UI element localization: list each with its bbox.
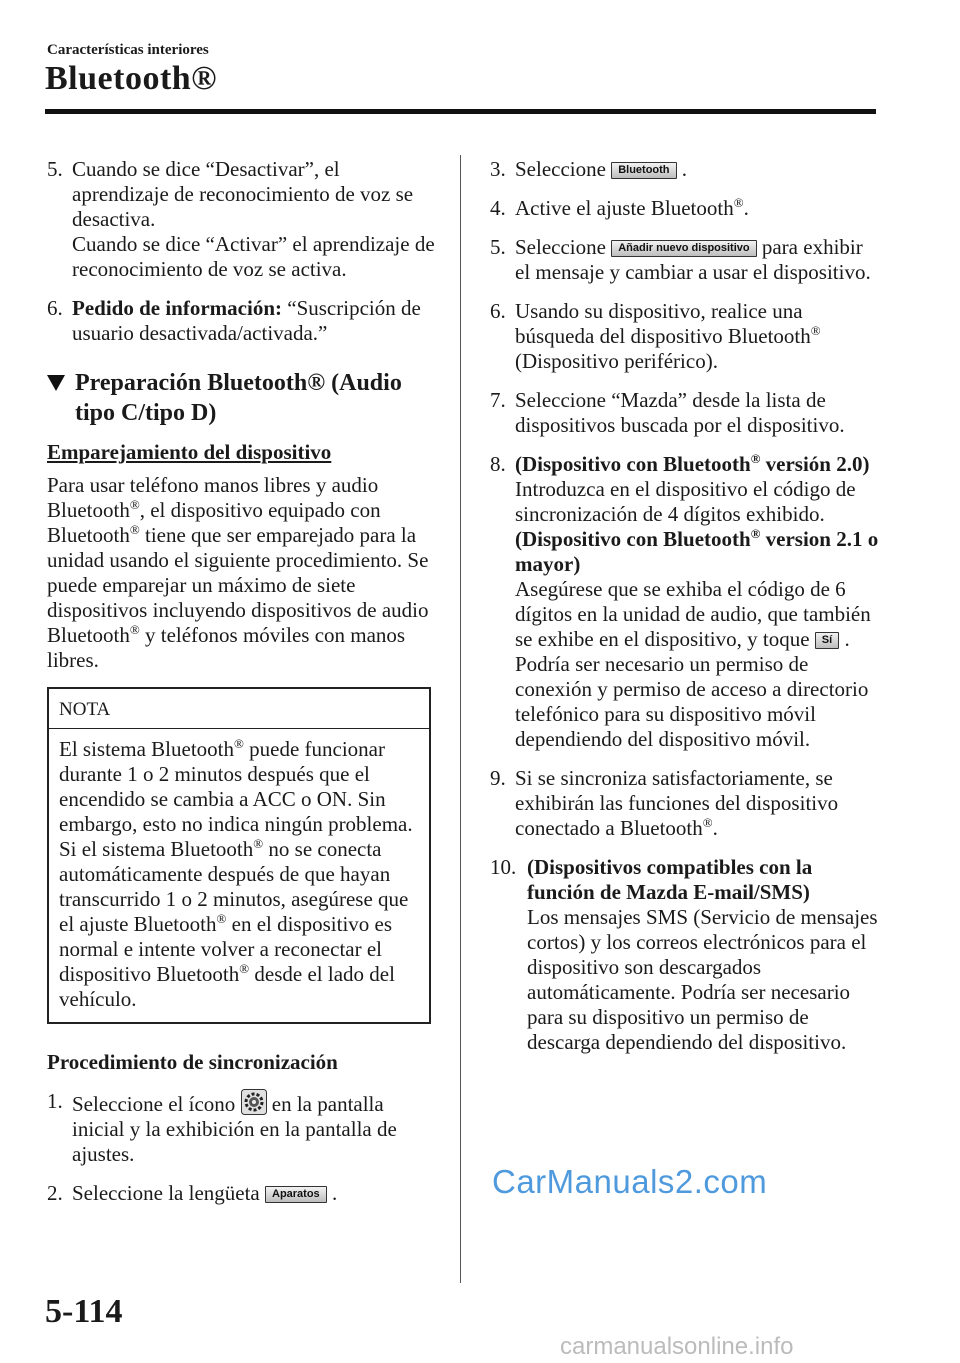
text-run: en la pantalla inicial y la exhibición en la pantalla de ajustes.	[72, 1092, 397, 1166]
item-number: 6.	[490, 299, 506, 323]
intro-paragraph	[47, 473, 435, 673]
text-run: Active el ajuste Bluetooth	[515, 196, 734, 220]
note-box	[47, 687, 431, 1024]
registered-mark: ®	[129, 522, 140, 537]
text-run: (Dispositivo con Bluetooth	[515, 527, 751, 551]
item-text	[515, 577, 882, 652]
item-text: Cuando se dice “Desactivar”, el aprendizaje de reconocimiento de voz se desactiva.	[72, 157, 414, 231]
item-text: “Suscripción de usuario desactivada/activada.”	[72, 296, 421, 345]
devices-tab-button: Aparatos	[265, 1186, 327, 1203]
item-number: 2.	[47, 1181, 63, 1205]
text-run: Seleccione	[515, 235, 612, 259]
text-run: tiene que ser emparejado para la unidad usando el siguiente procedimiento. Se puede emparejar un máximo de siete dispositivos incluyendo dispositivos de audio Bluetooth	[47, 523, 429, 647]
list-item-6	[47, 296, 435, 346]
text-run: Seleccione el ícono	[72, 1092, 236, 1116]
text-run: Seleccione	[515, 157, 612, 181]
registered-mark: ®	[750, 451, 761, 466]
text-run: , el dispositivo equipado con Bluetooth	[47, 498, 381, 547]
registered-mark: ®	[810, 323, 821, 338]
item-text: Introduzca en el dispositivo el código de sincronización de 4 dígitos exhibido.	[515, 477, 856, 526]
item-bold-heading: (Dispositivos compatibles con la función de Mazda E-mail/SMS)	[527, 855, 813, 904]
text-run: .	[712, 816, 718, 840]
text-run: no se conecta automáticamente después de que hayan transcurrido 1 o 2 minutos, asegúrese que el ajuste Bluetooth	[59, 837, 409, 936]
text-run: Si se sincroniza satisfactoriamente, se exhibirán las funciones del dispositivo conectado a Bluetooth	[515, 766, 839, 840]
text-run: Para usar teléfono manos libres y audio Bluetooth	[47, 473, 379, 522]
page-title: Bluetooth®	[45, 60, 218, 97]
text-run: Usando su dispositivo, realice una búsqueda del dispositivo Bluetooth	[515, 299, 811, 348]
step-5	[490, 235, 882, 285]
item-number: 3.	[490, 157, 506, 181]
text-run: (Dispositivo con Bluetooth	[515, 452, 751, 476]
bluetooth-button: Bluetooth	[611, 162, 676, 179]
text-run: desde el lado del vehículo.	[59, 962, 395, 1011]
step-6	[490, 299, 882, 374]
version-heading-2-1	[515, 527, 882, 577]
watermark-carmanualsonline: carmanualsonline.info	[560, 1333, 794, 1360]
note-title: NOTA	[49, 689, 429, 729]
page-number: 5-114	[45, 1293, 123, 1330]
text-run: (Dispositivo periférico).	[515, 349, 718, 373]
yes-button: Sí	[815, 632, 839, 649]
triangle-bullet-icon	[47, 375, 65, 391]
item-number: 6.	[47, 296, 63, 320]
step-4	[490, 196, 882, 221]
list-item-5	[47, 157, 435, 282]
step-2	[47, 1181, 435, 1206]
text-run: .	[743, 196, 749, 220]
item-number: 9.	[490, 766, 506, 790]
registered-mark: ®	[750, 526, 761, 541]
version-heading-2-0	[515, 452, 882, 477]
registered-mark: ®	[239, 961, 250, 976]
item-number: 5.	[47, 157, 63, 181]
step-7	[490, 388, 882, 438]
header-divider	[45, 109, 876, 114]
text-run: El sistema Bluetooth	[59, 737, 234, 761]
text-run: puede funcionar durante 1 o 2 minutos después que el encendido se cambia a ACC o ON. Sin embargo, esto no indica ningún problema. Si el sistema Bluetooth	[59, 737, 413, 861]
text-run: Seleccione la lengüeta	[72, 1181, 265, 1205]
item-text: Los mensajes SMS (Servicio de mensajes cortos) y los correos electrónicos para el dispositivo son descargados automáticamente. Podría ser necesario para su dispositivo un permiso de descarga dependiendo del dispositivo.	[527, 905, 878, 1054]
note-body	[49, 729, 429, 1022]
registered-mark: ®	[702, 815, 713, 830]
step-10	[490, 855, 882, 1055]
registered-mark: ®	[233, 736, 244, 751]
watermark-carmanuals2: CarManuals2.com	[492, 1163, 768, 1200]
settings-gear-icon	[241, 1089, 267, 1115]
procedure-heading: Procedimiento de sincronización	[47, 1050, 338, 1074]
right-column	[490, 157, 882, 1069]
text-run: .	[326, 1181, 338, 1205]
item-number: 7.	[490, 388, 506, 412]
subheading: Emparejamiento del dispositivo	[47, 440, 332, 464]
text-run: Asegúrese que se exhiba el código de 6 dígitos en la unidad de audio, que también se exhibe en el dispositivo, y toque	[515, 577, 871, 651]
text-run: Seleccione “Mazda” desde la lista de dispositivos buscada por el dispositivo.	[515, 388, 845, 437]
item-text: Podría ser necesario un permiso de conexión y permiso de acceso a directorio telefónico para su dispositivo móvil dependiendo del dispositivo móvil.	[515, 652, 869, 751]
registered-mark: ®	[253, 836, 264, 851]
text-run: .	[839, 627, 850, 651]
step-9	[490, 766, 882, 841]
item-number: 5.	[490, 235, 506, 259]
item-number: 4.	[490, 196, 506, 220]
item-number: 8.	[490, 452, 506, 476]
item-number: 10.	[490, 855, 517, 879]
text-run: en el dispositivo es normal e intente volver a reconectar el dispositivo Bluetooth	[59, 912, 393, 986]
text-run: version 2.1 o mayor)	[515, 527, 879, 576]
item-bold-label: Pedido de información:	[72, 296, 282, 320]
column-divider	[460, 155, 461, 1283]
item-number: 1.	[47, 1089, 63, 1113]
text-run: para exhibir el mensaje y cambiar a usar el dispositivo.	[515, 235, 871, 284]
step-3	[490, 157, 882, 182]
step-8	[490, 452, 882, 752]
registered-mark: ®	[129, 622, 140, 637]
section-heading	[47, 368, 435, 428]
item-text: Cuando se dice “Activar” el aprendizaje de reconocimiento de voz se activa.	[72, 232, 435, 281]
registered-mark: ®	[129, 497, 140, 512]
registered-mark: ®	[733, 195, 744, 210]
text-run: versión 2.0)	[760, 452, 870, 476]
left-column	[47, 157, 435, 1220]
section-heading-text: Preparación Bluetooth® (Audio tipo C/tipo D)	[75, 370, 402, 426]
step-1	[47, 1089, 435, 1167]
text-run: y teléfonos móviles con manos libres.	[47, 623, 406, 672]
add-new-device-button: Añadir nuevo dispositivo	[611, 240, 756, 257]
registered-mark: ®	[216, 911, 227, 926]
section-label: Características interiores	[47, 42, 209, 58]
text-run: .	[676, 157, 688, 181]
